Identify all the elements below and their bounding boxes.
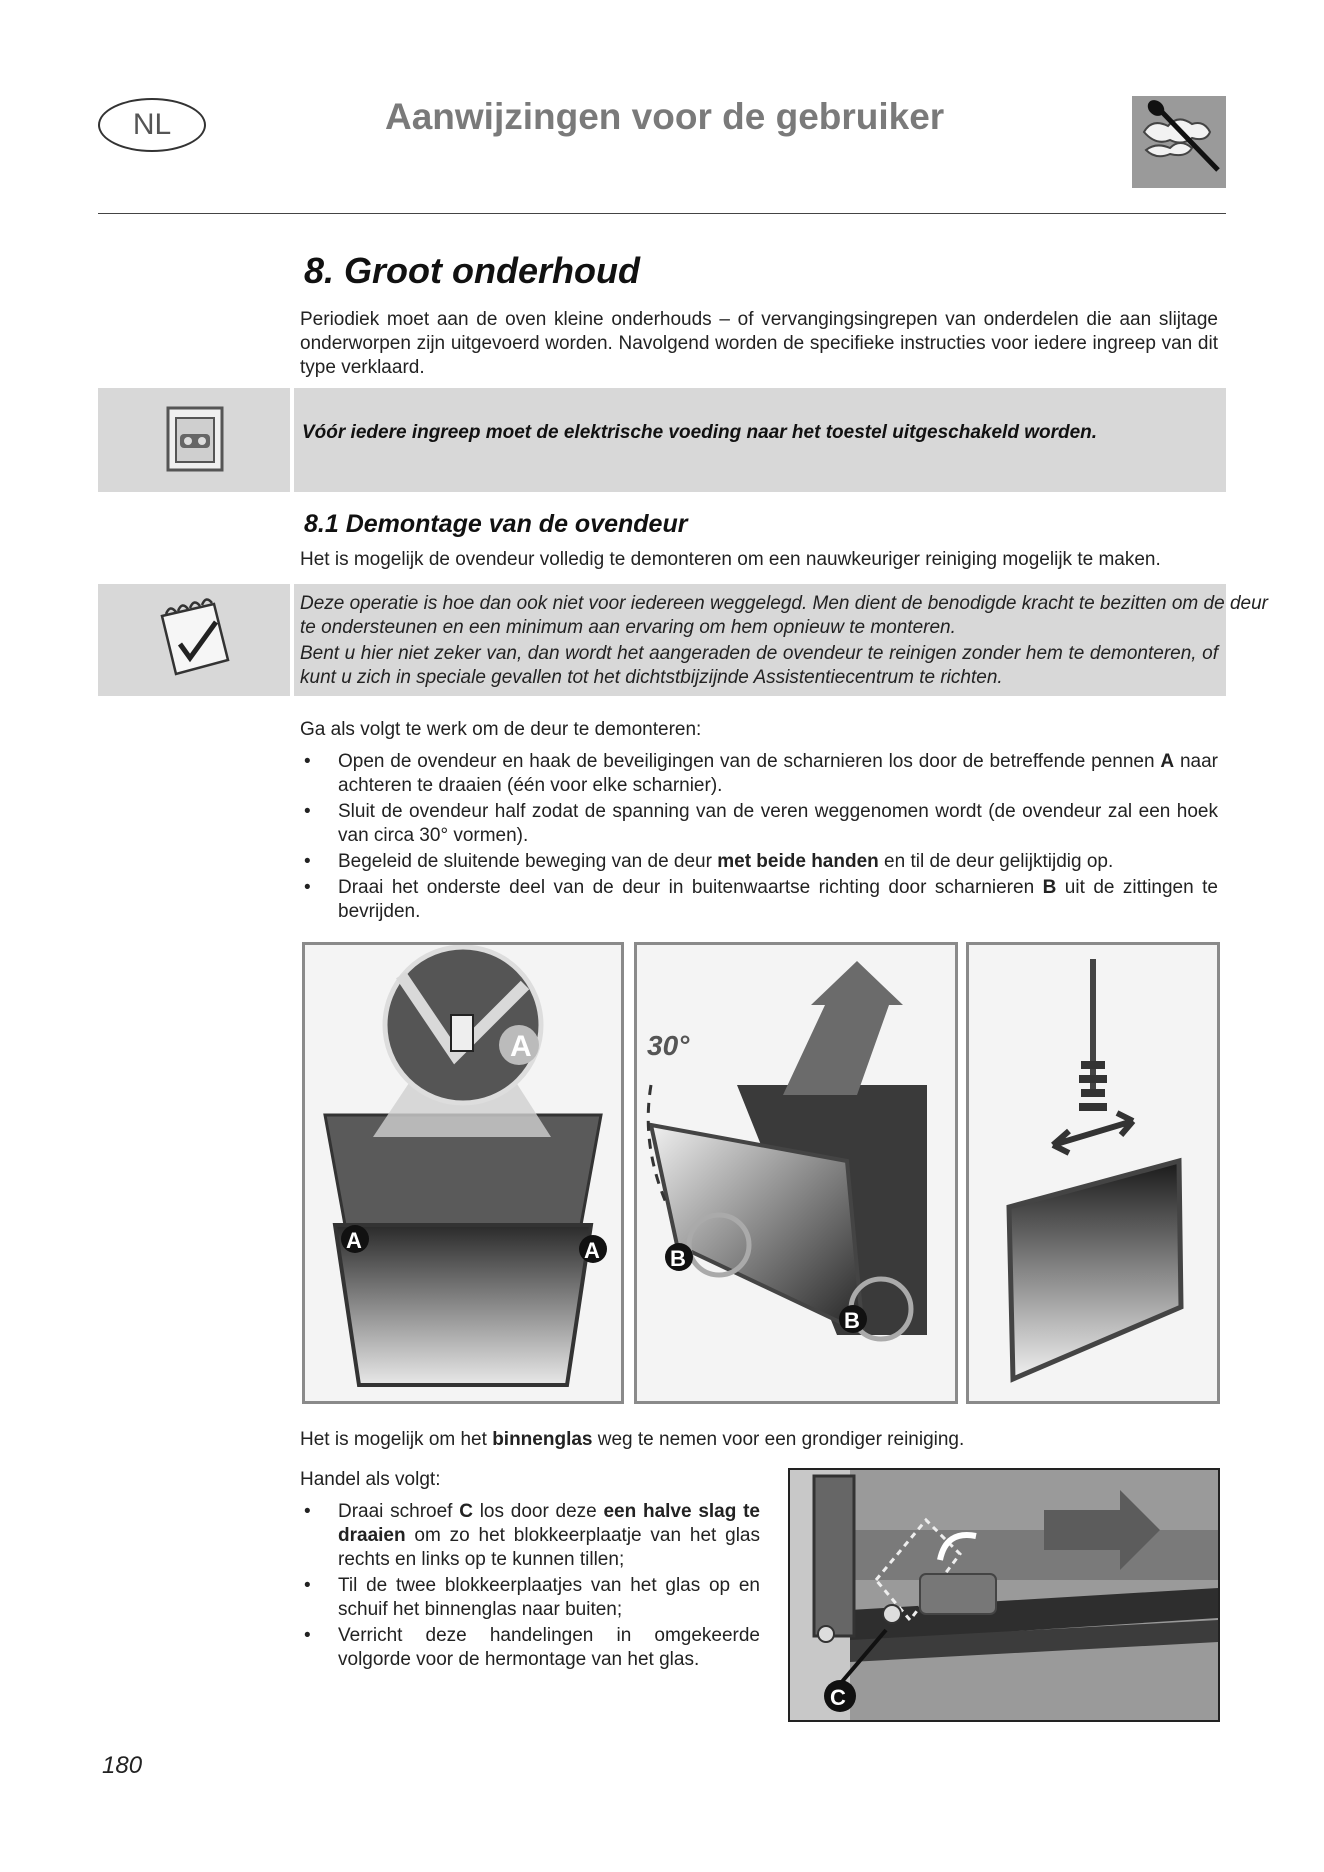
note-icon-panel — [98, 584, 290, 696]
glass-steps-intro: Handel als volgt: — [300, 1469, 441, 1490]
angle-label: 30° — [647, 1030, 690, 1061]
warning-icon-panel — [98, 388, 290, 492]
page-number: 180 — [102, 1752, 143, 1779]
list-item: • Draai het onderste deel van de deur in buitenwaartse richting door scharnieren B uit de zittingen te bevrijden. — [304, 877, 1218, 922]
label-b-right: B — [844, 1308, 860, 1333]
notepad-check-icon — [154, 598, 238, 682]
list-item: • Open de ovendeur en haak de beveiligingen van de scharnieren los door de betreffende pennen A naar achteren te draaien (één voor elke scharnier). — [304, 751, 1218, 796]
language-badge: NL — [98, 98, 206, 152]
power-switch-icon — [164, 404, 226, 474]
list-item: • Draai schroef C los door deze een halve slag te draaien om zo het blokkeerplaatje van het glas rechts en links op te kunnen tillen; — [304, 1501, 760, 1570]
label-a-left: A — [346, 1228, 362, 1253]
page-header-title: Aanwijzingen voor de gebruiker — [385, 96, 945, 137]
list-item: • Til de twee blokkeerplaatjes van het glas op en schuif het binnenglas naar buiten; — [304, 1575, 760, 1620]
label-c: C — [830, 1685, 846, 1710]
chef-spoon-icon — [1132, 96, 1226, 188]
note-text-2: Bent u hier niet zeker van, dan wordt het aangeraden de ovendeur te reinigen zonder hem te demonteren, of kunt u zich in speciale gevallen tot het dichtstbijzijnde Assistentiecentrum te richten. — [300, 643, 1218, 688]
warning-panel — [294, 388, 1226, 492]
label-a-zoom: A — [510, 1030, 532, 1063]
glass-intro: Het is mogelijk om het binnenglas weg te nemen voor een grondiger reiniging. — [300, 1429, 965, 1450]
section-title: 8. Groot onderhoud — [304, 250, 640, 291]
glass-steps-list — [300, 1500, 760, 1674]
label-b-left: B — [670, 1246, 686, 1271]
figure-door-tilt — [634, 942, 958, 1404]
label-a-right: A — [584, 1238, 600, 1263]
note-text-1: Deze operatie is hoe dan ook niet voor iedereen weggelegd. Men dient de benodigde kracht te bezitten om de deur te ondersteunen en een minimum aan ervaring om hem opnieuw te monteren. — [300, 593, 1268, 638]
steps-list — [300, 750, 1218, 926]
list-item: • Sluit de ovendeur half zodat de spanning van de veren weggenomen wordt (de ovendeur zal een hoek van circa 30° vormen). — [304, 801, 1218, 846]
header-divider — [98, 213, 1226, 214]
list-item: • Begeleid de sluitende beweging van de deur met beide handen en til de deur gelijktijdig op. — [304, 851, 1114, 872]
list-item: • Verricht deze handelingen in omgekeerde volgorde voor de hermontage van het glas. — [304, 1625, 760, 1670]
steps-intro: Ga als volgt te werk om de deur te demonteren: — [300, 719, 702, 740]
subsection-title: 8.1 Demontage van de ovendeur — [304, 510, 688, 538]
section-intro: Periodiek moet aan de oven kleine onderhouds – of vervangingsingrepen van onderdelen die aan slijtage onderworpen zijn uitgevoerd worden. Navolgend worden de specifieke instructies voor iedere ingreep van dit type verklaard. — [300, 309, 1218, 378]
subsection-intro: Het is mogelijk de ovendeur volledig te demonteren om een nauwkeuriger reiniging mogelijk te maken. — [300, 549, 1161, 570]
figure-inner-glass — [788, 1468, 1220, 1722]
figure-hinge-release — [302, 942, 624, 1404]
figure-door-removed — [966, 942, 1220, 1404]
warning-text: Vóór iedere ingreep moet de elektrische voeding naar het toestel uitgeschakeld worden. — [302, 422, 1098, 443]
